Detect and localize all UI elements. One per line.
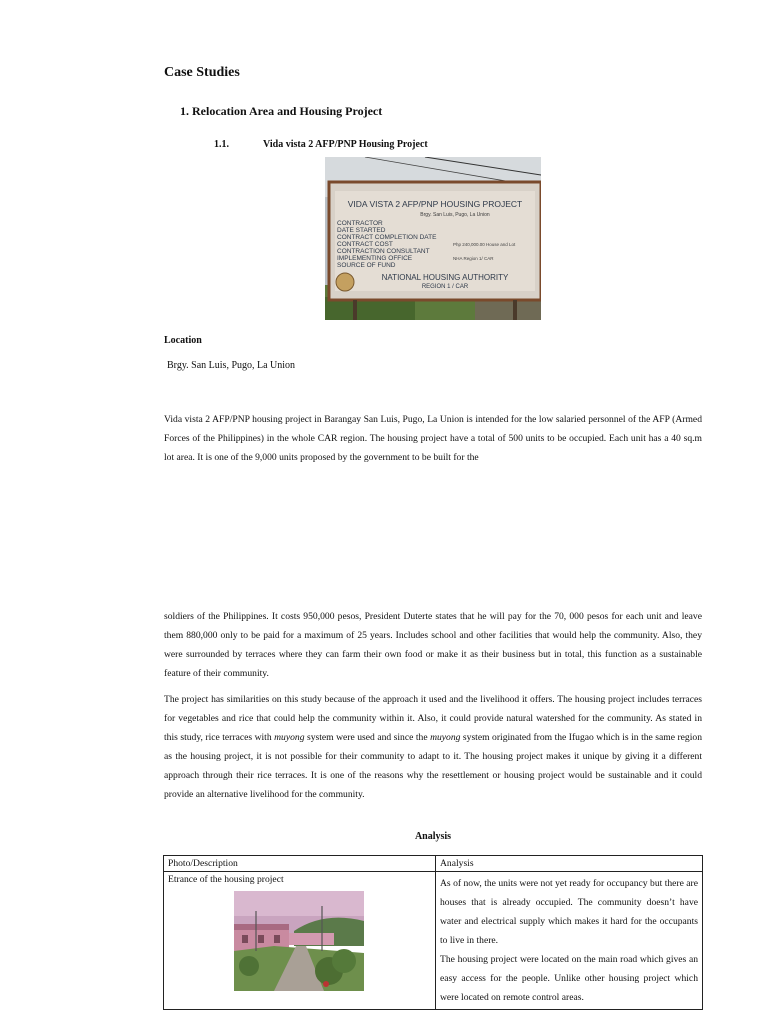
paragraph-intro — [164, 410, 702, 467]
paragraph-cost — [164, 607, 702, 683]
signboard-photo — [325, 157, 541, 320]
sign-row: CONTRACTION CONSULTANT — [337, 248, 430, 255]
sign-agency: NATIONAL HOUSING AUTHORITY — [381, 273, 509, 282]
sign-row: SOURCE OF FUND — [337, 262, 396, 269]
analysis-heading: Analysis — [414, 831, 452, 842]
sign-cost-value: Php 240,000.00 House and Lot — [453, 242, 516, 247]
table-header-row — [164, 856, 703, 872]
analysis-text: The housing project were located on the main road which gives an easy access for the people. Unlike other housing project which were located on remote control areas. — [440, 954, 698, 1003]
description-text: Etrance of the housing project — [168, 874, 284, 885]
header-analysis: Analysis — [436, 856, 703, 872]
analysis-table — [163, 855, 703, 1010]
sign-row: CONTRACTOR — [337, 220, 383, 227]
page-title: Case Studies — [164, 65, 240, 80]
location-value: Brgy. San Luis, Pugo, La Union — [167, 360, 296, 371]
sign-title: VIDA VISTA 2 AFP/PNP HOUSING PROJECT — [347, 199, 523, 209]
section-heading: 1. Relocation Area and Housing Project — [180, 104, 383, 118]
sign-row: CONTRACT COMPLETION DATE — [337, 234, 437, 241]
sign-row: CONTRACT COST — [337, 241, 393, 248]
entrance-photo — [234, 891, 364, 991]
location-heading: Location — [164, 335, 202, 346]
subsection-number: 1.1. — [214, 139, 229, 150]
sign-office-value: NHA Region 1/ CAR — [453, 256, 494, 261]
paragraph-similarities — [164, 690, 702, 804]
subsection-heading: Vida vista 2 AFP/PNP Housing Project — [263, 139, 428, 150]
sign-row: DATE STARTED — [337, 227, 386, 234]
table-row — [164, 872, 703, 1010]
sign-row: IMPLEMENTING OFFICE — [337, 255, 413, 262]
analysis-cell — [436, 872, 703, 1010]
paragraph-text: Vida vista 2 AFP/PNP housing project in Barangay San Luis, Pugo, La Union is intended for the low salaried personnel of the AFP (Armed Forces of the Philippines) in the whole CAR region. The housing project have a total of 500 units to be occupied. Each unit has a 40 sq.m lot area. It is one of the 9,000 units proposed by the government to be built for the — [164, 414, 702, 463]
sign-region: REGION 1 / CAR — [421, 284, 469, 290]
sign-subtitle: Brgy. San Luis, Pugo, La Union — [420, 212, 490, 218]
paragraph-text: soldiers of the Philippines. It costs 950,000 pesos, President Duterte states that he will pay for the 70, 000 pesos for each unit and leave them 880,000 only to be paid for a maximum of 25 years. Includes school and other facilities that would help the community. Also, they were surrounded by terraces where they can farm their own food or make it as their business but in total, this function as a sustainable feature of their community. — [164, 611, 702, 679]
description-cell — [164, 872, 436, 1010]
analysis-text: As of now, the units were not yet ready for occupancy but there are houses that is already occupied. The community doesn’t have water and electrical supply which makes it hard for the occupants to live in there. — [440, 878, 698, 946]
paragraph-text: The project has similarities on this study because of the approach it used and the livelihood it offers. The housing project includes terraces for vegetables and rice that could help the community within it. Also, it could provide natural watershed for the community. As stated in this study, rice terraces with muyong system were used and since the muyong system originated from the Ifugao which is in the same region as the housing project, it is not possible for their community to adapt to it. The housing project makes it unique by giving it a different approach through their rice terraces. It is one of the reasons why the resettlement or housing project would be sustainable and it could provide an alternative livelihood for the community. — [164, 694, 702, 800]
header-photo-description: Photo/Description — [164, 856, 436, 872]
